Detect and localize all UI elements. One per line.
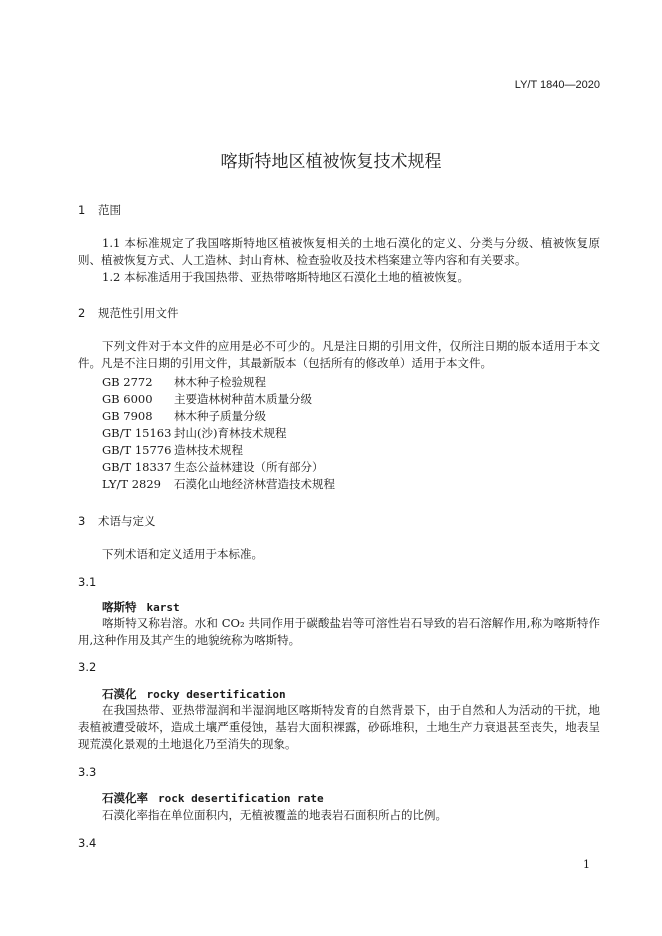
term-english: karst [146,601,180,614]
section-title: 术语与定义 [98,514,156,528]
term-heading [102,599,180,615]
term-number: 3.2 [78,660,97,674]
reference-item [102,459,324,475]
reference-code: GB/T 15776 [102,443,172,457]
section-2-heading [78,305,179,321]
term-english: rock desertification rate [158,792,324,805]
term-chinese: 喀斯特 [102,600,137,614]
reference-item [102,476,335,492]
reference-code: GB/T 15163 [102,426,172,440]
reference-code: LY/T 2829 [102,477,161,491]
reference-item [102,425,286,441]
section-3-heading [78,513,156,529]
reference-name: 林木种子质量分级 [174,409,266,423]
reference-item [102,374,266,390]
reference-name: 石漠化山地经济林营造技术规程 [174,477,335,491]
term-definition: 喀斯特又称岩溶。水和 CO₂ 共同作用于碳酸盐岩等可溶性岩石导致的岩石溶解作用,称为喀斯特作用,这种作用及其产生的地貌统称为喀斯特。 [78,616,600,647]
reference-item [102,408,266,424]
reference-name: 生态公益林建设（所有部分） [174,460,324,474]
reference-name: 林木种子检验规程 [174,375,266,389]
document-title: 喀斯特地区植被恢复技术规程 [220,152,442,172]
reference-code: GB 6000 [102,392,153,406]
term-english: rocky desertification [146,688,286,701]
section-number: 2 [78,306,86,320]
standard-code-header: LY/T 1840—2020 [514,79,600,91]
section-title: 规范性引用文件 [98,306,179,320]
term-number: 3.3 [78,765,97,779]
term-number: 3.4 [78,836,97,850]
reference-item [102,391,312,407]
section-1-heading [78,202,121,218]
reference-name: 主要造林树种苗木质量分级 [174,392,312,406]
section-number: 1 [78,203,86,217]
term-definition: 在我国热带、亚热带湿润和半湿润地区喀斯特发育的自然背景下，由于自然和人为活动的干扰，地表植被遭受破坏，造成土壤严重侵蚀，基岩大面积裸露，砂砾堆积，土地生产力衰退甚至丧失，地表呈现荒漠化景观的土地退化乃至消失的现象。 [78,703,600,751]
terms-intro: 下列术语和定义适用于本标准。 [102,547,263,561]
term-chinese: 石漠化率 [102,791,148,805]
term-heading [102,790,324,806]
reference-code: GB 7908 [102,409,153,423]
section-title: 范围 [98,203,121,217]
reference-item [102,442,243,458]
term-heading [102,686,286,702]
scope-paragraph-1: 1.1 本标准规定了我国喀斯特地区植被恢复相关的土地石漠化的定义、分类与分级、植被恢复原则、植被恢复方式、人工造林、封山育林、检查验收及技术档案建立等内容和有关要求。 [78,236,600,267]
reference-name: 造林技术规程 [174,443,243,457]
term-definition: 石漠化率指在单位面积内，无植被覆盖的地表岩石面积所占的比例。 [102,808,447,822]
page-number: 1 [583,858,590,871]
term-number: 3.1 [78,575,97,589]
reference-code: GB/T 18337 [102,460,172,474]
scope-paragraph-2: 1.2 本标准适用于我国热带、亚热带喀斯特地区石漠化土地的植被恢复。 [102,270,469,284]
reference-name: 封山(沙)育林技术规程 [174,426,287,440]
references-intro: 下列文件对于本文件的应用是必不可少的。凡是注日期的引用文件，仅所注日期的版本适用于本文件。凡是不注日期的引用文件，其最新版本（包括所有的修改单）适用于本文件。 [78,339,600,370]
reference-code: GB 2772 [102,375,153,389]
section-number: 3 [78,514,86,528]
term-chinese: 石漠化 [102,687,137,701]
